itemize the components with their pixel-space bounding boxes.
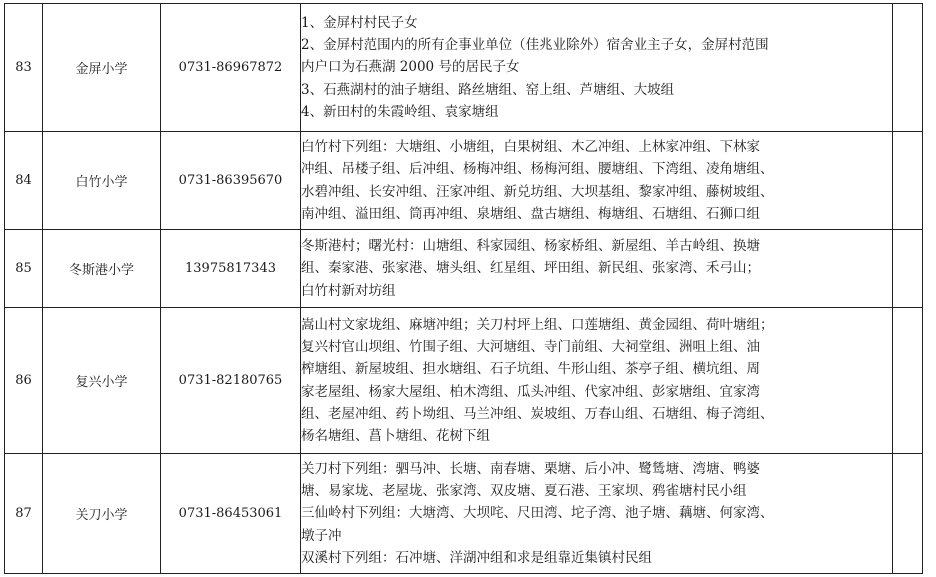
area-line: 3、石燕湖村的油子塘组、路丝塘组、窑上组、芦塘组、大坡组 xyxy=(301,81,675,98)
enrollment-area xyxy=(301,230,893,308)
area-line: 家老屋组、杨家大屋组、柏木湾组、瓜头冲组、代家冲组、彭家塘组、宜家湾 xyxy=(301,383,760,400)
phone-number: 0731-86453061 xyxy=(161,454,301,574)
area-line: 双溪村下列组：石冲塘、洋湖冲组和求是组靠近集镇村民组 xyxy=(301,549,652,566)
area-line: 组、秦家港、张家港、塘头组、红星组、坪田组、新民组、张家湾、禾弓山； xyxy=(301,260,760,277)
school-name: 金屏小学 xyxy=(43,4,161,132)
area-line: 白竹村新对坊组 xyxy=(301,282,396,299)
area-line: 塘、易家垅、老屋垅、张家湾、双皮塘、夏石港、王家坝、鸦雀塘村民小组 xyxy=(301,483,747,500)
row-number: 85 xyxy=(5,230,43,308)
enrollment-area xyxy=(301,4,893,132)
table-row xyxy=(5,230,923,308)
enrollment-area xyxy=(301,308,893,454)
phone-number: 0731-86967872 xyxy=(161,4,301,132)
area-line: 组、老屋冲组、药卜坳组、马兰冲组、炭坡组、万春山组、石塘组、梅子湾组、 xyxy=(301,405,774,422)
phone-number: 13975817343 xyxy=(161,230,301,308)
table-row xyxy=(5,454,923,574)
empty-cell xyxy=(893,308,923,454)
empty-cell xyxy=(893,454,923,574)
table-row xyxy=(5,4,923,132)
area-line: 白竹村下列组：大塘组、小塘组，白果树组、木乙冲组、上林家冲组、下林家 xyxy=(301,139,760,156)
area-line: 榨塘组、新屋坡组、担水塘组、石子坑组、牛形山组、茶亭子组、横坑组、周 xyxy=(301,361,760,378)
area-line: 内户口为石燕湖 2000 号的居民子女 xyxy=(301,59,520,76)
empty-cell xyxy=(893,230,923,308)
school-name: 冬斯港小学 xyxy=(43,230,161,308)
area-line: 冲组、吊楼子组、后冲组、杨梅冲组、杨梅河组、腰塘组、下湾组、凌角塘组、 xyxy=(301,161,774,178)
area-line: 嵩山村文家垅组、麻塘冲组；关刀村坪上组、口莲塘组、黄金园组、荷叶塘组； xyxy=(301,316,774,333)
empty-cell xyxy=(893,4,923,132)
school-name: 白竹小学 xyxy=(43,132,161,230)
area-line: 复兴村官山坝组、竹围子组、大河塘组、寺门前组、大祠堂组、洲咀上组、油 xyxy=(301,339,760,356)
enrollment-area xyxy=(301,454,893,574)
area-line: 关刀村下列组：驷马冲、长塘、南春塘、栗塘、后小冲、鹭鸶塘、湾塘、鸭婆 xyxy=(301,460,760,477)
empty-cell xyxy=(893,132,923,230)
area-line: 三仙岭村下列组：大塘湾、大坝咤、尺田湾、坨子湾、池子塘、藕塘、何家湾、 xyxy=(301,505,774,522)
phone-number: 0731-82180765 xyxy=(161,308,301,454)
school-zone-table xyxy=(4,3,923,574)
area-line: 杨名塘组、菖卜塘组、花树下组 xyxy=(301,427,490,444)
row-number: 84 xyxy=(5,132,43,230)
area-line: 水碧冲组、长安冲组、汪家冲组、新兑坊组、大坝基组、黎家冲组、藤树坡组、 xyxy=(301,183,774,200)
row-number: 86 xyxy=(5,308,43,454)
school-name: 关刀小学 xyxy=(43,454,161,574)
table-row xyxy=(5,132,923,230)
enrollment-area xyxy=(301,132,893,230)
area-line: 墩子冲 xyxy=(301,527,342,544)
school-name: 复兴小学 xyxy=(43,308,161,454)
row-number: 87 xyxy=(5,454,43,574)
area-line: 冬斯港村；曙光村：山塘组、科家园组、杨家桥组、新屋组、羊古岭组、换塘 xyxy=(301,238,760,255)
area-line: 4、新田村的朱霞岭组、袁家塘组 xyxy=(301,103,499,120)
phone-number: 0731-86395670 xyxy=(161,132,301,230)
area-line: 2、金屏村范围内的所有企事业单位（佳兆业除外）宿舍业主子女，金屏村范围 xyxy=(301,37,769,54)
row-number: 83 xyxy=(5,4,43,132)
area-line: 南冲组、溢田组、筒再冲组、泉塘组、盘古塘组、梅塘组、石塘组、石狮口组 xyxy=(301,205,760,222)
table-row xyxy=(5,308,923,454)
area-line: 1、金屏村村民子女 xyxy=(301,14,418,31)
